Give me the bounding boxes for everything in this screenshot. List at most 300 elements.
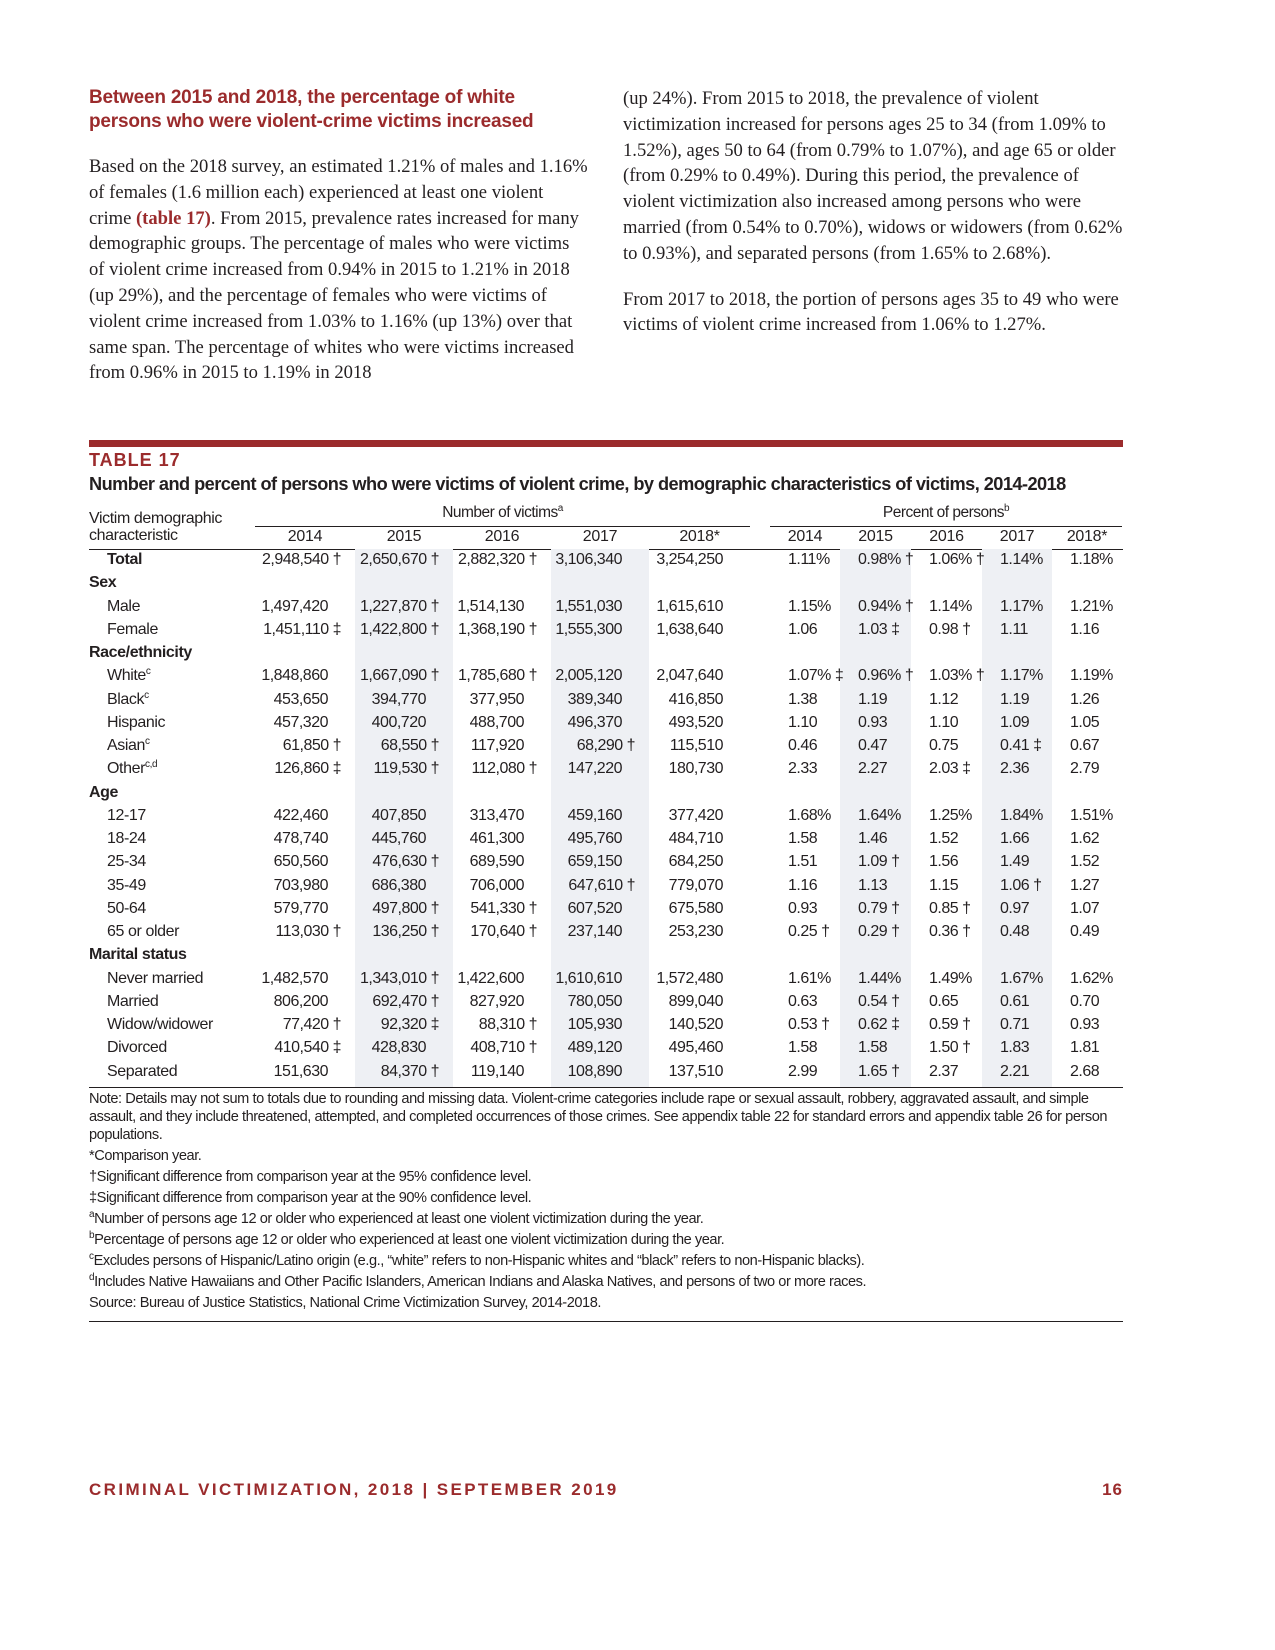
footnote-marker: b — [89, 1230, 95, 1241]
table-title: Number and percent of persons who were victims of violent crime, by demographic characteristics of victims, 2014-2018 — [89, 474, 1066, 494]
footnote-marker: c — [145, 666, 151, 678]
number-cell: 780,050 — [567, 992, 622, 1010]
percent-cell: 1.68% — [788, 806, 831, 824]
row-label — [107, 714, 165, 732]
number-cell: 1,343,010 † — [359, 969, 439, 987]
note-text: Excludes persons of Hispanic/Latino origin (e.g., “white” refers to non-Hispanic whites and “black” refers to non-Hispanic blacks). — [93, 1253, 865, 1269]
row-label — [107, 830, 146, 848]
percent-cell: 1.16 — [788, 876, 818, 894]
note-text: †Significant difference from comparison year at the 95% confidence level. — [89, 1169, 532, 1185]
number-cell: 484,710 — [668, 830, 723, 847]
number-cell: 1,551,030 — [555, 597, 622, 615]
number-cell: 1,482,570 — [261, 969, 328, 987]
percent-cell: 0.93 — [1070, 1016, 1100, 1033]
number-cell: 1,785,680 † — [457, 667, 537, 685]
number-cell: 2,005,120 — [555, 667, 622, 685]
section-header — [89, 574, 116, 592]
percent-cell: 1.19 — [1000, 690, 1030, 708]
percent-cell: 1.18% — [1070, 551, 1113, 568]
number-cell: 147,220 — [567, 760, 622, 778]
percent-cell: 0.49 — [1070, 923, 1100, 940]
percent-cell: 1.12 — [929, 690, 959, 708]
section-heading: Between 2015 and 2018, the percentage of white persons who were violent-crime victims increased — [89, 87, 534, 132]
row-label-text: Female — [107, 620, 158, 638]
number-cell: 119,140 — [470, 1062, 524, 1080]
note — [89, 1189, 1123, 1207]
percent-cell: 1.38 — [788, 690, 818, 708]
number-cell: 170,640 † — [470, 923, 537, 940]
percent-cell: 0.85 † — [929, 899, 971, 917]
number-cell: 394,770 — [371, 690, 426, 708]
percent-cell: 1.10 — [788, 713, 818, 731]
number-cell: 1,451,110 ‡ — [263, 620, 341, 638]
number-cell: 476,630 † — [372, 853, 439, 871]
year-header: 2017 — [582, 528, 618, 545]
note-text: Percentage of persons age 12 or older who experienced at least one violent victimization during the year. — [94, 1232, 725, 1248]
percent-cell: 1.66 — [1000, 830, 1030, 847]
footnote-marker: a — [89, 1209, 95, 1220]
percent-cell: 0.96% † — [858, 667, 914, 685]
number-cell: 779,070 — [668, 876, 723, 894]
table-notes — [89, 1090, 1123, 1315]
number-cell: 1,497,420 — [261, 597, 328, 615]
row-label — [107, 1039, 167, 1057]
number-cell: 3,106,340 — [555, 551, 622, 568]
row-label — [107, 598, 140, 616]
number-cell: 459,160 — [567, 806, 622, 824]
percent-cell: 1.51 — [788, 853, 818, 871]
number-cell: 706,000 — [469, 876, 524, 894]
row-label — [107, 737, 150, 755]
number-cell: 3,254,250 — [656, 551, 723, 568]
row-label — [107, 1063, 177, 1081]
number-cell: 151,630 — [273, 1062, 328, 1080]
row-label — [107, 993, 158, 1011]
number-cell: 579,770 — [273, 899, 328, 917]
table-divider-bar — [89, 440, 1123, 447]
row-label — [107, 970, 203, 988]
percent-cell: 1.50 † — [929, 1039, 971, 1057]
percent-cell: 2.99 — [788, 1062, 818, 1080]
row-label — [107, 900, 146, 918]
group-header-number — [255, 504, 750, 522]
stub-header-line: characteristic — [89, 527, 178, 544]
row-label-text: Total — [107, 551, 143, 568]
number-cell: 1,227,870 † — [359, 597, 439, 615]
row-label-text: 25-34 — [107, 853, 146, 871]
table-17-link[interactable]: (table 17) — [135, 207, 211, 229]
percent-cell: 0.93 — [788, 899, 818, 917]
row-label-text: 65 or older — [107, 923, 180, 940]
percent-cell: 1.10 — [929, 713, 959, 731]
row-label — [107, 923, 179, 941]
number-cell: 68,550 † — [380, 737, 439, 754]
note-text: Source: Bureau of Justice Statistics, National Crime Victimization Survey, 2014-2018. — [89, 1295, 601, 1311]
row-label-text: 12-17 — [107, 806, 146, 824]
stub-header — [89, 510, 222, 544]
row-label-text: Separated — [107, 1062, 178, 1080]
percent-cell: 1.06% † — [929, 551, 985, 568]
number-cell: 684,250 — [668, 853, 723, 871]
number-cell: 659,150 — [567, 853, 622, 871]
row-label-text: Black — [107, 690, 145, 708]
number-cell: 495,460 — [668, 1039, 723, 1057]
percent-cell: 1.19 — [858, 690, 888, 708]
number-cell: 675,580 — [668, 899, 723, 917]
row-label — [107, 853, 146, 871]
percent-cell: 1.65 † — [858, 1062, 900, 1080]
number-cell: 1,615,610 — [656, 597, 723, 615]
year-header: 2018* — [679, 528, 720, 545]
percent-cell: 1.15 — [929, 876, 959, 894]
number-cell: 495,760 — [567, 830, 622, 847]
number-cell: 377,420 — [668, 806, 723, 824]
number-cell: 1,422,800 † — [359, 620, 439, 638]
percent-cell: 1.62% — [1070, 969, 1113, 987]
percent-cell: 1.07% ‡ — [788, 667, 844, 685]
number-cell: 410,540 ‡ — [274, 1039, 341, 1057]
number-cell: 689,590 — [469, 853, 524, 871]
paragraph-text: . From 2015, prevalence rates increased for many demographic groups. The percentage of males who were victims of violent crime increased from 0.94% in 2015 to 1.21% in 2018 (up 29%), and the percentage of females who were victims of violent crime increased from 1.03% to 1.16% (up 13%) over that same span. The percentage of whites who were victims increased from 0.96% in 2015 to 1.19% in 2018 — [89, 207, 579, 384]
percent-cell: 0.47 — [858, 737, 888, 754]
table-label: TABLE 17 — [89, 450, 181, 470]
percent-cell: 1.51% — [1070, 806, 1113, 824]
footnote-marker: a — [557, 503, 563, 514]
percent-cell: 2.03 ‡ — [929, 760, 971, 778]
number-cell: 88,310 † — [478, 1016, 537, 1033]
percent-cell: 1.49% — [929, 969, 972, 987]
percent-cell: 1.58 — [788, 1039, 818, 1057]
stub-header-line: Victim demographic — [89, 510, 223, 527]
number-cell: 126,860 ‡ — [274, 760, 341, 778]
note-text: Includes Native Hawaiians and Other Pacific Islanders, American Indians and Alaska Natives, and persons of two or more races. — [94, 1274, 867, 1290]
percent-cell: 1.16 — [1070, 620, 1100, 638]
percent-cell: 0.71 — [1000, 1016, 1030, 1033]
number-cell: 445,760 — [371, 830, 426, 847]
row-label-text: 18-24 — [107, 830, 146, 847]
right-text-column — [623, 86, 1123, 350]
row-label-text: Never married — [107, 969, 204, 987]
note-text: Number of persons age 12 or older who experienced at least one violent victimization during the year. — [94, 1211, 704, 1227]
number-cell: 1,422,600 — [457, 969, 524, 987]
percent-cell: 1.03% † — [929, 667, 985, 685]
number-cell: 461,300 — [469, 830, 524, 847]
year-header: 2017 — [999, 528, 1035, 545]
percent-cell: 2.36 — [1000, 760, 1030, 778]
percent-cell: 1.06 — [788, 620, 818, 638]
percent-cell: 0.94% † — [858, 597, 914, 615]
percent-cell: 1.52 — [929, 830, 959, 847]
note — [89, 1294, 1123, 1312]
row-label — [107, 760, 157, 778]
percent-cell: 2.37 — [929, 1062, 959, 1080]
note — [89, 1273, 1123, 1291]
group-header-percent — [770, 504, 1122, 522]
percent-cell: 1.14% — [929, 597, 972, 615]
percent-cell: 0.65 — [929, 992, 959, 1010]
number-cell: 1,572,480 — [656, 969, 723, 987]
row-label-text: Age — [89, 783, 119, 801]
number-cell: 117,920 — [470, 737, 524, 754]
percent-cell: 1.52 — [1070, 853, 1100, 871]
percent-cell: 1.11% — [788, 551, 830, 568]
number-cell: 416,850 — [668, 690, 723, 708]
number-cell: 541,330 † — [470, 899, 537, 917]
row-label — [107, 691, 149, 709]
number-cell: 686,380 — [371, 876, 426, 894]
percent-cell: 0.67 — [1070, 737, 1100, 754]
group-header-text: Number of victims — [442, 504, 558, 521]
number-cell: 389,340 — [567, 690, 622, 708]
number-cell: 488,700 — [469, 713, 524, 731]
rule — [770, 526, 1122, 527]
number-cell: 180,730 — [668, 760, 723, 778]
percent-cell: 0.29 † — [858, 923, 900, 940]
percent-cell: 0.36 † — [929, 923, 971, 940]
number-cell: 313,470 — [469, 806, 524, 824]
note — [89, 1252, 1123, 1270]
number-cell: 650,560 — [273, 853, 328, 871]
page-number: 16 — [1102, 1480, 1123, 1499]
note — [89, 1147, 1123, 1165]
percent-cell: 1.13 — [858, 876, 888, 894]
number-cell: 692,470 † — [372, 992, 439, 1010]
group-header-text: Percent of persons — [882, 504, 1005, 521]
paragraph: (up 24%). From 2015 to 2018, the prevalence of violent victimization increased for persons ages 25 to 34 (from 1.09% to 1.52%), ages 50 to 64 (from 0.79% to 1.07%), and age 65 or older (from 0.29% to 0.49%). During this period, the prevalence of violent victimization also increased among persons who were married (from 0.54% to 0.70%), widows or widowers (from 0.62% to 0.93%), and separated persons (from 1.65% to 2.68%). — [623, 88, 1123, 264]
section-header — [89, 784, 118, 802]
row-label — [107, 551, 142, 569]
row-label-text: Married — [107, 992, 159, 1010]
percent-cell: 1.11 — [1000, 620, 1028, 638]
number-cell: 237,140 — [567, 923, 622, 940]
number-cell: 113,030 † — [275, 923, 341, 940]
percent-cell: 0.75 — [929, 737, 959, 754]
number-cell: 108,890 — [567, 1062, 622, 1080]
paragraph — [89, 154, 589, 386]
footnote-marker: b — [1004, 503, 1010, 514]
percent-cell: 1.58 — [788, 830, 818, 847]
number-cell: 68,290 † — [576, 737, 635, 754]
percent-cell: 1.03 ‡ — [858, 620, 900, 638]
row-label-text: Divorced — [107, 1039, 167, 1057]
percent-cell: 1.15% — [788, 597, 831, 615]
percent-cell: 1.09 — [1000, 713, 1030, 731]
percent-cell: 1.58 — [858, 1039, 888, 1057]
number-cell: 2,650,670 † — [359, 551, 439, 568]
number-cell: 140,520 — [668, 1016, 723, 1033]
number-cell: 2,948,540 † — [261, 551, 341, 568]
percent-cell: 1.17% — [1000, 667, 1043, 685]
number-cell: 2,882,320 † — [457, 551, 537, 568]
number-cell: 457,320 — [273, 713, 328, 731]
percent-cell: 1.19% — [1070, 667, 1113, 685]
percent-cell: 1.67% — [1000, 969, 1043, 987]
year-header: 2014 — [787, 528, 823, 545]
percent-cell: 2.68 — [1070, 1062, 1100, 1080]
year-header: 2015 — [386, 528, 422, 545]
number-cell: 407,850 — [371, 806, 426, 824]
percent-cell: 1.14% — [1000, 551, 1043, 568]
percent-cell: 0.48 — [1000, 923, 1030, 940]
number-cell: 105,930 — [567, 1016, 622, 1033]
footnote-marker: c — [145, 736, 150, 747]
row-label — [107, 877, 146, 895]
row-label — [107, 807, 146, 825]
number-cell: 400,720 — [371, 713, 426, 731]
number-cell: 607,520 — [567, 899, 622, 917]
paragraph-text: Based on the 2018 survey, an estimated 1.21% of males and 1.16% of females (1.6 million each) experienced at least one violent crime — [89, 156, 588, 229]
percent-cell: 1.49 — [1000, 853, 1030, 871]
percent-cell: 1.17% — [1000, 597, 1043, 615]
footer-title: CRIMINAL VICTIMIZATION, 2018 | SEPTEMBER 2019 — [89, 1480, 619, 1499]
number-cell: 1,638,640 — [656, 620, 723, 638]
number-cell: 84,370 † — [380, 1062, 439, 1080]
percent-cell: 1.25% — [929, 806, 972, 824]
row-label — [107, 667, 151, 685]
number-cell: 827,920 — [469, 992, 524, 1010]
percent-cell: 1.21% — [1070, 597, 1113, 615]
percent-cell: 1.81 — [1070, 1039, 1100, 1057]
note-text: *Comparison year. — [89, 1148, 202, 1164]
number-cell: 377,950 — [469, 690, 524, 708]
percent-cell: 0.41 ‡ — [1000, 737, 1042, 754]
number-cell: 422,460 — [273, 806, 328, 824]
section-header — [89, 946, 187, 964]
number-cell: 253,230 — [668, 923, 723, 940]
percent-cell: 2.27 — [858, 760, 888, 778]
percent-cell: 0.54 † — [858, 992, 900, 1010]
number-cell: 77,420 † — [282, 1016, 341, 1033]
percent-cell: 2.21 — [1000, 1062, 1030, 1080]
rule — [255, 526, 750, 527]
note — [89, 1231, 1123, 1249]
number-cell: 899,040 — [668, 992, 723, 1010]
percent-cell: 1.09 † — [858, 853, 900, 871]
percent-cell: 0.53 † — [788, 1016, 830, 1033]
percent-cell: 1.56 — [929, 853, 959, 871]
row-label-text: Other — [107, 760, 146, 778]
section-header — [89, 644, 192, 662]
note — [89, 1210, 1123, 1228]
number-cell: 115,510 — [669, 737, 723, 754]
percent-cell: 1.06 † — [1000, 876, 1042, 894]
year-header: 2015 — [858, 528, 893, 545]
number-cell: 137,510 — [668, 1062, 723, 1080]
footnote-marker: c — [89, 1251, 94, 1262]
percent-cell: 0.98% † — [858, 551, 914, 568]
percent-cell: 0.70 — [1070, 992, 1100, 1010]
year-header: 2014 — [287, 528, 323, 545]
number-cell: 408,710 † — [470, 1039, 537, 1057]
number-cell: 496,370 — [567, 713, 622, 731]
row-label-text: 35-49 — [107, 876, 146, 894]
percent-cell: 1.44% — [858, 969, 901, 987]
percent-cell: 1.84% — [1000, 806, 1043, 824]
percent-cell: 2.33 — [788, 760, 818, 778]
footnote-marker: c — [144, 689, 149, 701]
row-label-text: Race/ethnicity — [89, 644, 192, 661]
number-cell: 1,514,130 — [457, 597, 524, 615]
row-label-text: Widow/widower — [107, 1016, 213, 1033]
number-cell: 61,850 † — [282, 737, 341, 754]
percent-cell: 1.26 — [1070, 690, 1100, 708]
percent-cell: 1.27 — [1070, 876, 1100, 894]
number-cell: 478,740 — [273, 830, 328, 847]
percent-cell: 1.05 — [1070, 713, 1100, 731]
number-cell: 489,120 — [567, 1039, 622, 1057]
number-cell: 119,530 † — [373, 760, 439, 778]
footnote-marker: d — [89, 1272, 95, 1283]
number-cell: 453,650 — [273, 690, 328, 708]
percent-cell: 1.62 — [1070, 830, 1100, 847]
paragraph: From 2017 to 2018, the portion of persons ages 35 to 49 who were victims of violent crime increased from 1.06% to 1.27%. — [623, 288, 1119, 336]
percent-cell: 0.98 † — [929, 620, 971, 638]
number-cell: 1,610,610 — [555, 969, 622, 987]
year-header: 2016 — [484, 528, 520, 545]
number-cell: 2,047,640 — [656, 667, 723, 685]
number-cell: 703,980 — [273, 876, 328, 894]
number-cell: 493,520 — [668, 713, 723, 731]
number-cell: 497,800 † — [372, 899, 439, 917]
percent-cell: 1.61% — [788, 969, 831, 987]
row-label-text: White — [107, 667, 146, 685]
footnote-marker: c,d — [145, 759, 158, 771]
number-cell: 1,848,860 — [261, 667, 328, 685]
rule — [89, 1321, 1123, 1322]
percent-cell: 0.25 † — [788, 923, 830, 940]
note-text: ‡Significant difference from comparison year at the 90% confidence level. — [89, 1190, 532, 1206]
row-label — [107, 621, 158, 639]
percent-cell: 1.07 — [1070, 899, 1100, 917]
rule — [89, 1087, 1123, 1088]
number-cell: 1,667,090 † — [359, 667, 439, 685]
percent-cell: 0.63 — [788, 992, 818, 1010]
number-cell: 428,830 — [371, 1039, 426, 1057]
year-header: 2016 — [929, 528, 964, 545]
percent-cell: 0.59 † — [929, 1016, 971, 1033]
percent-cell: 0.62 ‡ — [858, 1016, 900, 1033]
percent-cell: 1.46 — [858, 830, 888, 847]
number-cell: 1,368,190 † — [457, 620, 537, 638]
note-text: Note: Details may not sum to totals due to rounding and missing data. Violent-crime categories include rape or sexual assault, robbery, aggravated assault, and simple assault, and they include threatened, attempted, and completed occurrences of those crimes. See appendix table 22 for standard errors and appendix table 26 for person populations. — [89, 1091, 1108, 1143]
number-cell: 136,250 † — [372, 923, 439, 940]
row-label-text: 50-64 — [107, 899, 146, 917]
number-cell: 112,080 † — [471, 760, 537, 778]
row-label — [107, 1016, 213, 1034]
note — [89, 1090, 1123, 1144]
row-label-text: Sex — [89, 574, 117, 592]
row-label-text: Marital status — [89, 946, 187, 964]
year-header: 2018* — [1066, 528, 1108, 545]
percent-cell: 1.83 — [1000, 1039, 1030, 1057]
percent-cell: 0.46 — [788, 737, 818, 754]
note — [89, 1168, 1123, 1186]
number-cell: 647,610 † — [568, 876, 635, 894]
number-cell: 92,320 ‡ — [380, 1016, 439, 1033]
percent-cell: 0.79 † — [858, 899, 900, 917]
percent-cell: 0.61 — [1000, 992, 1030, 1010]
row-label-text: Asian — [107, 737, 146, 754]
percent-cell: 0.93 — [858, 713, 888, 731]
number-cell: 806,200 — [273, 992, 328, 1010]
row-label-text: Hispanic — [107, 713, 166, 731]
percent-cell: 2.79 — [1070, 760, 1100, 778]
row-label-text: Male — [107, 597, 141, 615]
percent-cell: 1.64% — [858, 806, 901, 824]
number-cell: 1,555,300 — [555, 620, 622, 638]
left-text-column — [89, 86, 589, 398]
percent-cell: 0.97 — [1000, 899, 1030, 917]
